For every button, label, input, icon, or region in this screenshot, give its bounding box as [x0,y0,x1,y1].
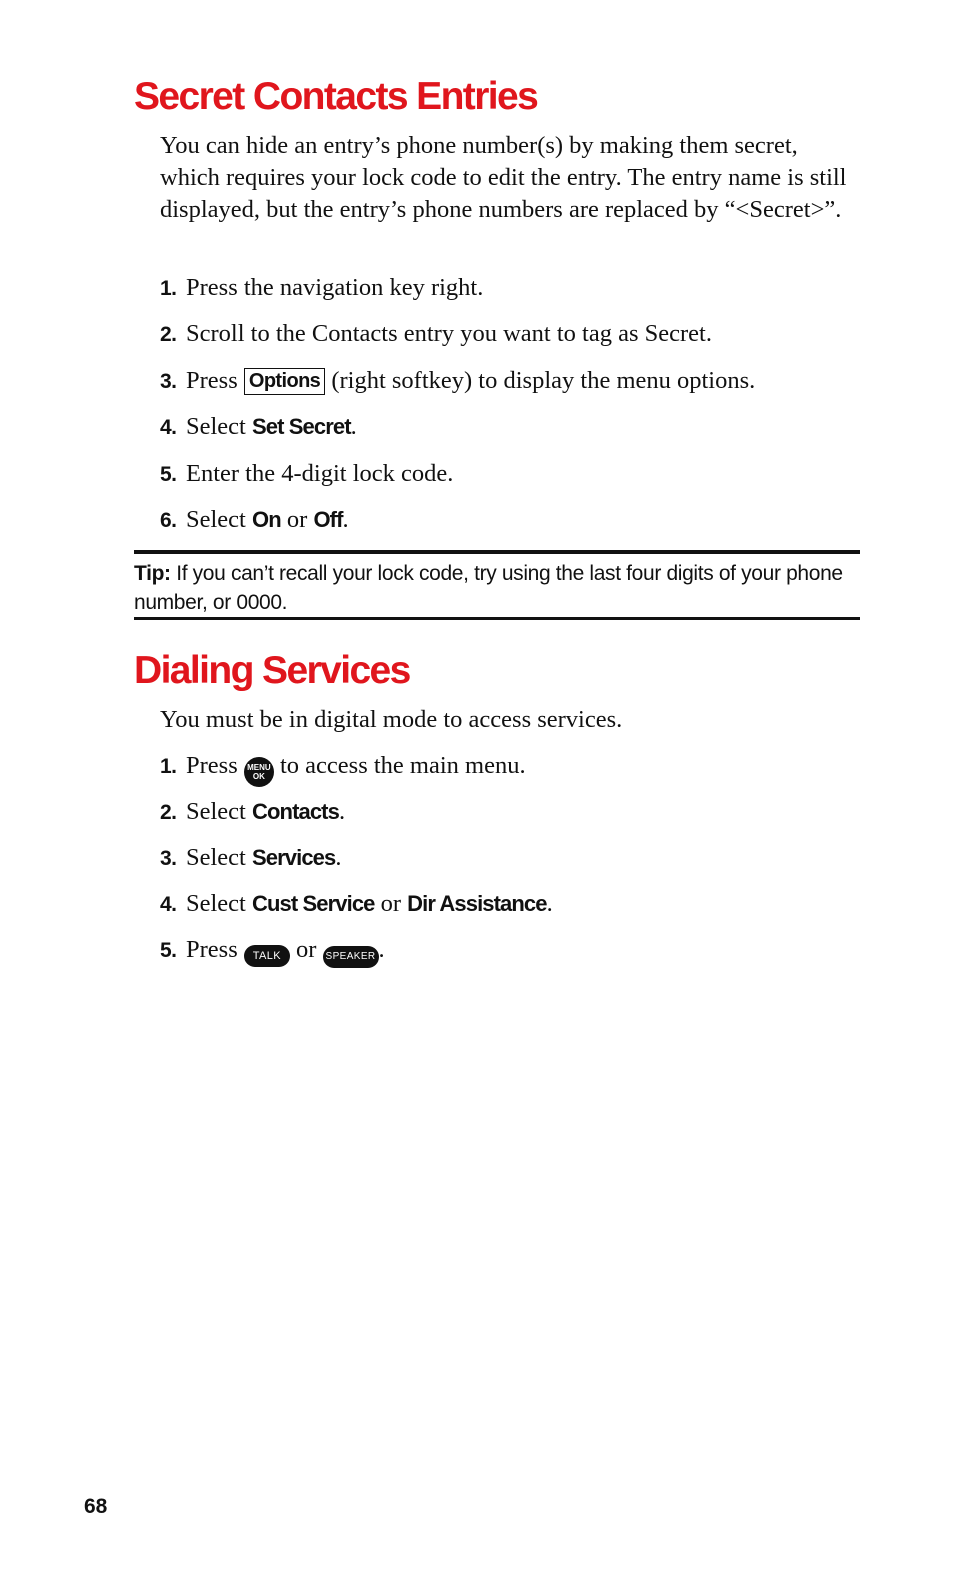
step-text-before: Press [186,752,244,779]
step-text: Press the navigation key right. [186,274,484,301]
step-text-after: . [342,505,349,533]
step-text-before: Select [186,505,252,533]
step-number: 1. [160,277,177,300]
menu-option-dir-assistance: Dir Assistance [407,891,547,916]
step-text-after: . [378,936,385,963]
step-item [160,934,860,980]
menu-option-cust-service: Cust Service [252,891,375,916]
step-text: Scroll to the Contacts entry you want to tag as Secret. [186,320,712,348]
step-item [160,458,860,504]
step-number: 6. [160,508,177,532]
step-item [160,272,860,318]
step-text-mid: or [374,890,408,917]
steps-list-secret-contacts [160,272,860,550]
step-item [160,888,860,934]
talk-key-icon: TALK [244,945,290,967]
section-intro-dialing-services: You must be in digital mode to access services. [160,706,623,733]
section-title-secret-contacts: Secret Contacts Entries [134,75,538,118]
tip-body: If you can’t recall your lock code, try using the last four digits of your phone number, or 0000. [134,562,843,614]
step-text: Enter the 4-digit lock code. [186,459,454,487]
step-text-after: . [338,798,346,825]
step-text-after: (right softkey) to display the menu options. [325,366,756,394]
menu-ok-key-icon: MENU OK [244,757,274,787]
step-text-before: Press [186,366,244,394]
step-text-after: . [335,844,342,871]
menu-option-set-secret: Set Secret [252,414,351,440]
step-number: 3. [160,847,177,870]
step-number: 4. [160,416,177,440]
step-item [160,750,860,796]
steps-list-dialing-services [160,750,860,980]
step-number: 2. [160,323,177,347]
step-number: 4. [160,893,177,916]
step-number: 1. [160,755,177,778]
menu-option-services: Services [252,845,336,870]
menu-option-off: Off [313,506,343,532]
step-item [160,842,860,888]
speaker-key-icon: SPEAKER [323,946,379,968]
step-text-mid: or [289,936,323,963]
section-title-dialing-services: Dialing Services [134,649,410,692]
step-number: 5. [160,462,177,486]
menu-option-contacts: Contacts [252,799,339,824]
step-text-after: . [546,890,553,917]
step-item [160,504,860,550]
options-softkey-label: Options [244,368,325,395]
step-number: 5. [160,939,177,962]
step-item [160,796,860,842]
step-item [160,318,860,364]
step-text-before: Select [186,844,252,871]
step-text-after: to access the main menu. [273,752,526,779]
step-item [160,365,860,411]
step-number: 2. [160,801,177,824]
tip-text [134,559,862,617]
menu-option-on: On [252,506,281,532]
step-text-mid: or [280,505,314,533]
step-number: 3. [160,369,177,393]
tip-label: Tip: [134,562,171,585]
step-item [160,411,860,457]
step-text-after: . [350,413,357,441]
section-intro-secret-contacts: You can hide an entry’s phone number(s) by making them secret, which requires your lock code to edit the entry. The entry name is still displayed, but the entry’s phone numbers are replaced by “<Secret>”. [160,132,847,223]
page-number: 68 [84,1495,108,1518]
step-text-before: Select [186,798,252,825]
step-text-before: Press [186,936,244,963]
step-text-before: Select [186,890,252,917]
step-text-before: Select [186,413,252,441]
tip-box [134,550,860,620]
